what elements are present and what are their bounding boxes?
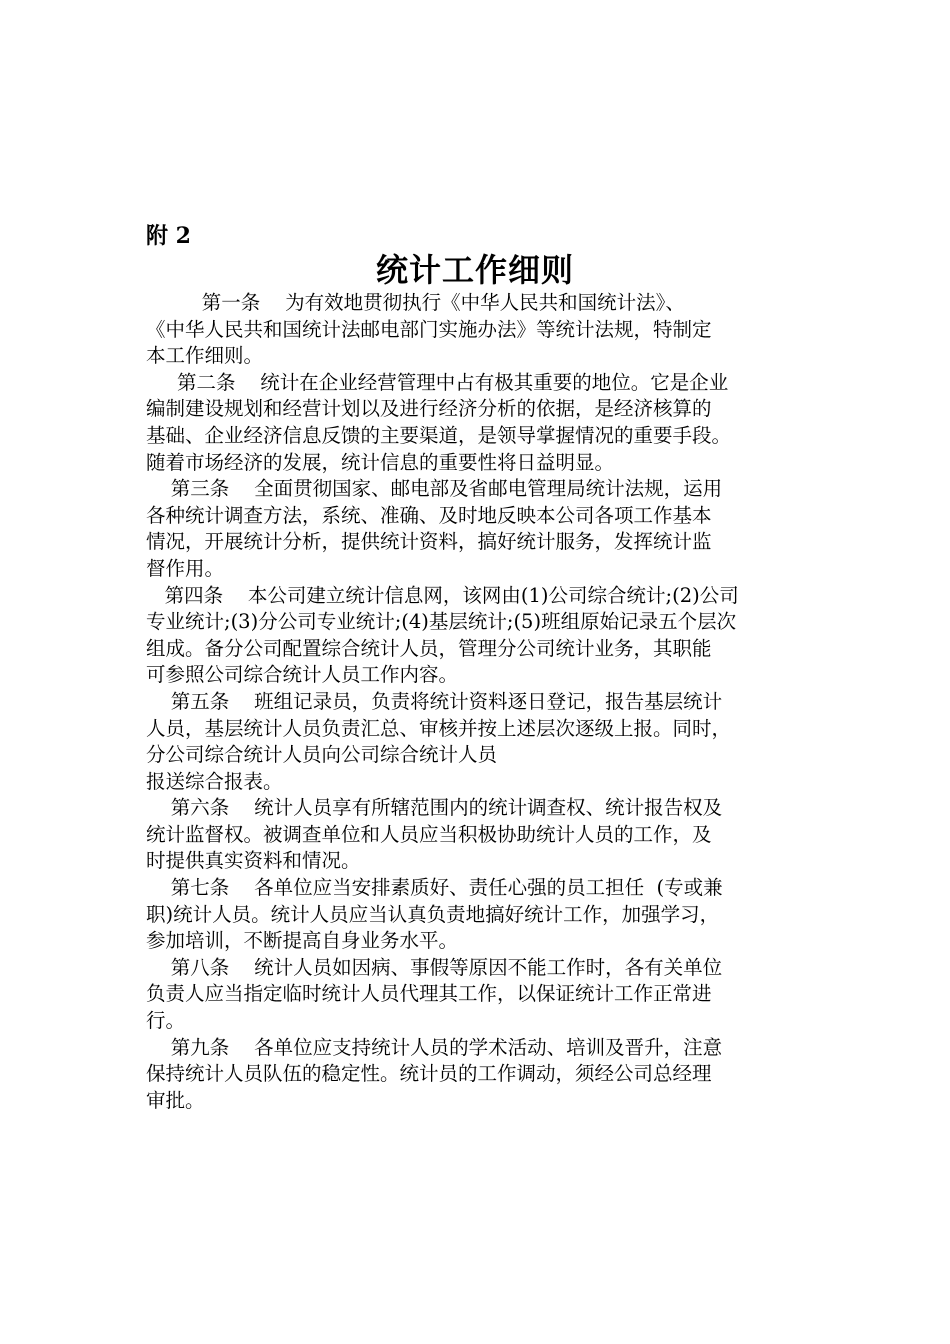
body-line: 分公司综合统计人员向公司综合统计人员 [146, 743, 498, 767]
body-line: 人员，基层统计人员负责汇总、审核并按上述层次逐级上报。同时， [146, 716, 732, 740]
body-line: 《中华人民共和国统计法邮电部门实施办法》等统计法规，特制定 [146, 317, 712, 341]
body-line: 第三条 全面贯彻国家、邮电部及省邮电管理局统计法规，运用 [146, 477, 723, 501]
body-line: 第五条 班组记录员，负责将统计资料逐日登记，报告基层统计 [146, 689, 723, 713]
body-line: 审批。 [146, 1088, 205, 1112]
body-line: 基础、企业经济信息反馈的主要渠道，是领导掌握情况的重要手段。 [146, 423, 732, 447]
body-line: 第七条 各单位应当安排素质好、责任心强的员工担任 (专或兼 [146, 876, 723, 900]
body-line: 编制建设规划和经营计划以及进行经济分析的依据，是经济核算的 [146, 397, 712, 421]
body-line: 第一条 为有效地贯彻执行《中华人民共和国统计法》、 [146, 291, 685, 314]
body-line: 专业统计;(3)分公司专业统计;(4)基层统计;(5)班组原始记录五个层次 [146, 610, 737, 634]
body-line: 本工作细则。 [146, 344, 264, 368]
body-line: 可参照公司综合统计人员工作内容。 [146, 663, 459, 687]
body-line: 报送综合报表。 [146, 769, 283, 793]
body-line: 随着市场经济的发展，统计信息的重要性将日益明显。 [146, 450, 615, 474]
body-line: 第九条 各单位应支持统计人员的学术活动、培训及晋升，注意 [146, 1035, 723, 1059]
document-body [146, 290, 816, 1114]
body-line: 情况，开展统计分析，提供统计资料，搞好统计服务，发挥统计监 [146, 530, 712, 554]
body-line: 第六条 统计人员享有所辖范围内的统计调查权、统计报告权及 [146, 796, 723, 820]
body-line: 督作用。 [146, 556, 225, 580]
body-line: 参加培训，不断提高自身业务水平。 [146, 929, 459, 953]
attachment-label: 附 2 [146, 223, 191, 249]
body-line: 第八条 统计人员如因病、事假等原因不能工作时，各有关单位 [146, 955, 723, 979]
body-line: 负责人应当指定临时统计人员代理其工作，以保证统计工作正常进 [146, 982, 712, 1006]
body-line: 第二条 统计在企业经营管理中占有极其重要的地位。它是企业 [146, 370, 729, 394]
body-line: 各种统计调查方法，系统、准确、及时地反映本公司各项工作基本 [146, 503, 712, 527]
body-line: 行。 [146, 1009, 186, 1033]
document-title: 统计工作细则 [375, 251, 574, 289]
body-line: 时提供真实资料和情况。 [146, 849, 361, 873]
body-line: 统计监督权。被调查单位和人员应当积极协助统计人员的工作，及 [146, 822, 712, 846]
body-line: 保持统计人员队伍的稳定性。统计员的工作调动，须经公司总经理 [146, 1062, 712, 1086]
body-line: 组成。备分公司配置综合统计人员，管理分公司统计业务，其职能 [146, 636, 712, 660]
body-line: 第四条 本公司建立统计信息网，该网由(1)公司综合统计;(2)公司 [146, 583, 739, 607]
body-line: 职)统计人员。统计人员应当认真负责地搞好统计工作，加强学习， [146, 902, 720, 926]
